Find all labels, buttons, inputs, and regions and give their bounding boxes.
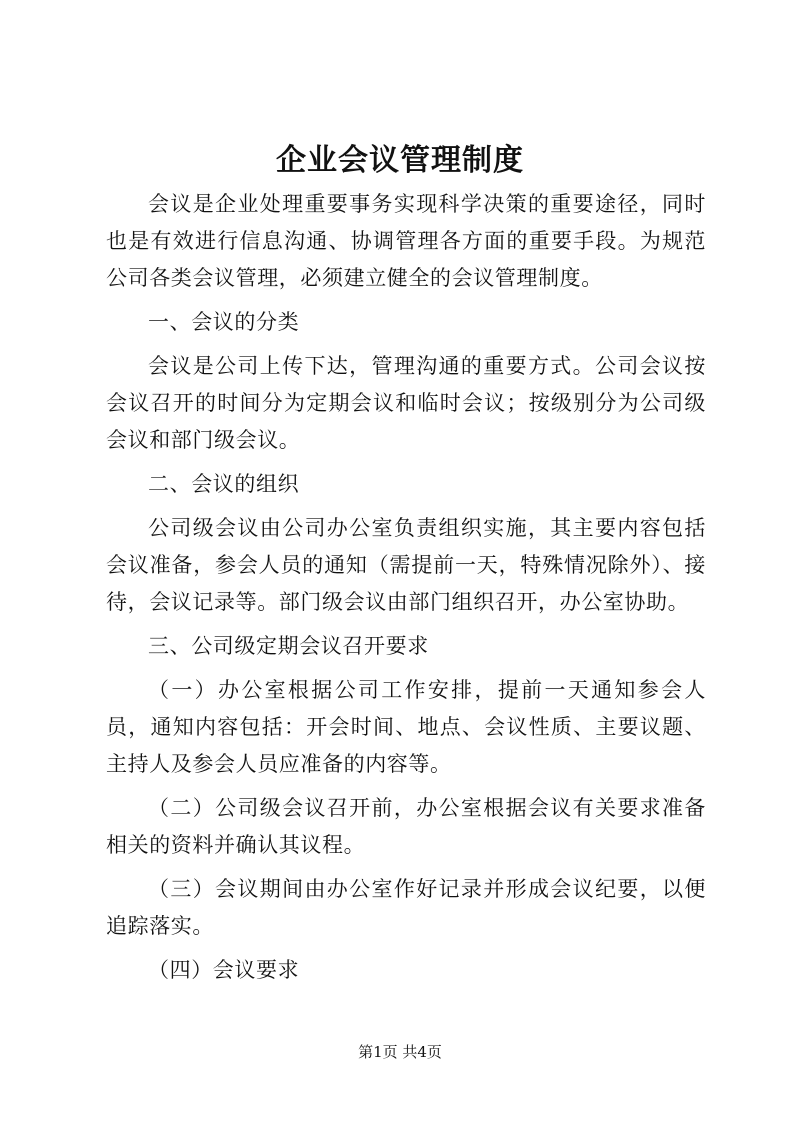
paragraph-item-4: （四）会议要求 (148, 958, 300, 982)
paragraph-organization: 公司级会议由公司办公室负责组织实施，其主要内容包括会议准备，参会人员的通知（需提前一天，特殊情况除外）、接待，会议记录等。部门级会议由部门组织召开，办公室协助。 (106, 516, 706, 614)
section-heading-2: 二、会议的组织 (148, 472, 300, 496)
section-heading-3: 三、公司级定期会议召开要求 (148, 634, 429, 658)
paragraph-item-2: （二）公司级会议召开前，办公室根据会议有关要求准备相关的资料并确认其议程。 (106, 796, 706, 857)
paragraph-item-1: （一）办公室根据公司工作安排，提前一天通知参会人员，通知内容包括：开会时间、地点、会议性质、主要议题、主持人及参会人员应准备的内容等。 (106, 678, 706, 776)
paragraph-item-3: （三）会议期间由办公室作好记录并形成会议纪要，以便追踪落实。 (106, 877, 706, 938)
document-body (106, 186, 706, 996)
section-heading-1: 一、会议的分类 (148, 310, 300, 334)
paragraph-classification: 会议是公司上传下达，管理沟通的重要方式。公司会议按会议召开的时间分为定期会议和临时会议；按级别分为公司级会议和部门级会议。 (106, 354, 706, 452)
paragraph-intro: 会议是企业处理重要事务实现科学决策的重要途径，同时也是有效进行信息沟通、协调管理各方面的重要手段。为规范公司各类会议管理，必须建立健全的会议管理制度。 (106, 192, 706, 290)
document-title: 企业会议管理制度 (276, 143, 524, 178)
page-number-footer: 第1页 共4页 (358, 1043, 442, 1061)
